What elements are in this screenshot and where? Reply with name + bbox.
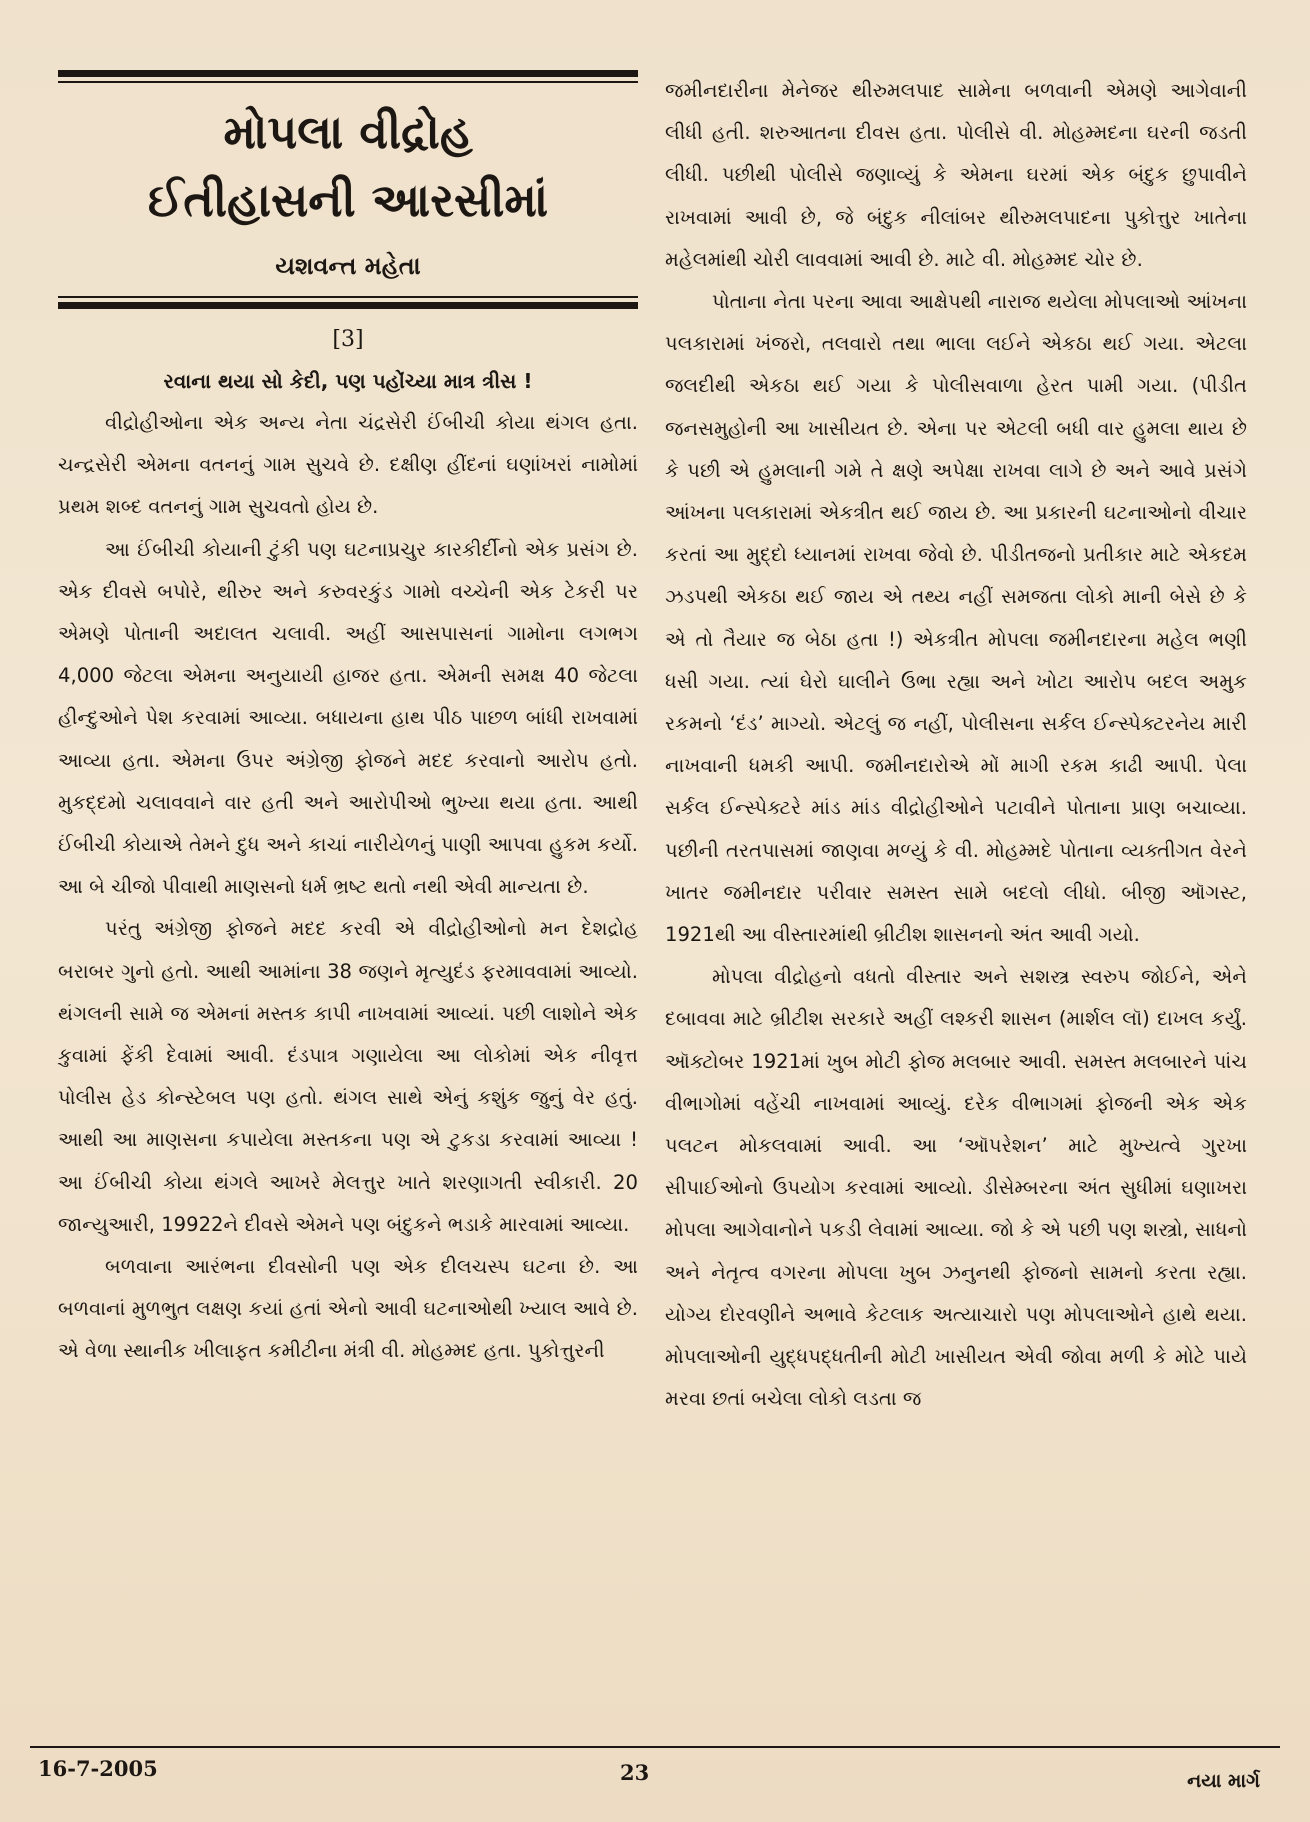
article-author: યશવન્ત મહેતા	[275, 252, 421, 280]
left-column-body	[58, 402, 638, 1373]
left-paragraph-2: આ ઈંબીચી કોયાની ટુંકી પણ ઘટનાપ્રચુર કારકીર્દીનો એક પ્રસંગ છે. એક દીવસે બપોરે, થીરુર અને કરુવરકુંડ ગામો વચ્ચેની એક ટેકરી પર એમણે પોતાની અદાલત ચલાવી. અહીં આસપાસનાં ગામોના લગભગ 4,000 જેટલા એમના અનુયાયી હાજર હતા. એમની સમક્ષ 40 જેટલા હીન્દુઓને પેશ કરવામાં આવ્યા. બધાયના હાથ પીઠ પાછળ બાંધી રાખવામાં આવ્યા હતા. એમના ઉપર અંગ્રેજી ફોજને મદદ કરવાનો આરોપ હતો. મુકદ્દમો ચલાવવાને વાર હતી અને આરોપીઓ ભુખ્યા થયા હતા. આથી ઈંબીચી કોયાએ તેમને દુધ અને કાચાં નારીયેળનું પાણી આપવા હુકમ કર્યો. આ બે ચીજો પીવાથી માણસનો ધર્મ ભ્રષ્ટ થતો નથી એવી માન્યતા છે.	[58, 537, 638, 899]
left-paragraph-4: બળવાના આરંભના દીવસોની પણ એક દીલચસ્પ ઘટના છે. આ બળવાનાં મુળભુત લક્ષણ કયાં હતાં એનો આવી ઘટનાઓથી ખ્યાલ આવે છે. એ વેળા સ્થાનીક ખીલાફત કમીટીના મંત્રી વી. મોહમ્મદ હતા. પુકોત્તુરની	[58, 1255, 638, 1363]
left-paragraph-3: પરંતુ અંગ્રેજી ફોજને મદદ કરવી એ વીદ્રોહીઓનો મન દેશદ્રોહ બરાબર ગુનો હતો. આથી આમાંના 38 જણને મૃત્યુદંડ ફરમાવવામાં આવ્યો. થંગલની સામે જ એમનાં મસ્તક કાપી નાખવામાં આવ્યાં. પછી લાશોને એક કુવામાં ફેંકી દેવામાં આવી. દંડપાત્ર ગણાયેલા આ લોકોમાં એક નીવૃત્ત પોલીસ હેડ કોન્સ્ટેબલ પણ હતો. થંગલ સાથે એનું કશુંક જુનું વેર હતું. આથી આ માણસના કપાયેલા મસ્તકના પણ એ ટુકડા કરવામાં આવ્યા ! આ ઈંબીચી કોયા થંગલે આખરે મેલત્તુર ખાતે શરણાગતી સ્વીકારી. 20 જાન્યુઆરી, 19922ને દીવસે એમને પણ બંદુકને ભડાકે મારવામાં આવ્યા.	[58, 917, 638, 1236]
article-title-line2: ઈતીહાસની આરસીમાં	[147, 173, 549, 227]
title-bottom-rule-thin	[58, 296, 638, 298]
title-bottom-rule	[58, 302, 638, 309]
right-paragraph-3: મોપલા વીદ્રોહનો વધતો વીસ્તાર અને સશસ્ત્ર સ્વરુપ જોઈને, એને દબાવવા માટે બ્રીટીશ સરકારે અહીં લશ્કરી શાસન (માર્શલ લૉ) દાખલ કર્યું. ઑક્ટોબર 1921માં ખુબ મોટી ફોજ મલબાર આવી. સમસ્ત મલબારને પાંચ વીભાગોમાં વહેંચી નાખવામાં આવ્યું. દરેક વીભાગમાં ફોજની એક એક પલટન મોકલવામાં આવી. આ ‘ઑપરેશન’ માટે મુખ્યત્વે ગુરખા સીપાઈઓનો ઉપયોગ કરવામાં આવ્યો. ડીસેમ્બરના અંત સુધીમાં ઘણાખરા મોપલા આગેવાનોને પકડી લેવામાં આવ્યા. જો કે એ પછી પણ શસ્ત્રો, સાધનો અને નેતૃત્વ વગરના મોપલા ખુબ ઝનુનથી ફોજનો સામનો કરતા રહ્યા. યોગ્ય દોરવણીને અભાવે કેટલાક અત્યાચારો પણ મોપલાઓને હાથે થયા. મોપલાઓની યુદ્ધપદ્ધતીની મોટી ખાસીયત એવી જોવા મળી કે મોટે પાયે મરવા છતાં બચેલા લોકો લડતા જ	[665, 965, 1247, 1411]
footer-date: 16-7-2005	[38, 1756, 158, 1781]
footer-magazine-name: નયા માર્ગ	[1187, 1770, 1260, 1792]
article-title	[58, 98, 638, 234]
section-subheading: રવાના થયા સો કેદી, પણ પહોંચ્યા માત્ર ત્રીસ !	[163, 369, 533, 393]
article-title-line1: મોપલા વીદ્રોહ	[223, 105, 473, 159]
footer-page-number: 23	[620, 1760, 650, 1785]
title-top-rule-thin	[58, 81, 638, 83]
right-paragraph-2: પોતાના નેતા પરના આવા આક્ષેપથી નારાજ થયેલા મોપલાઓ આંખના પલકારામાં ખંજરો, તલવારો તથા ભાલા લઈને એકઠા થઈ ગયા. એટલા જલદીથી એકઠા થઈ ગયા કે પોલીસવાળા હેરત પામી ગયા. (પીડીત જનસમુહોની આ ખાસીયત છે. એના પર એટલી બધી વાર હુમલા થાય છે કે પછી એ હુમલાની ગમે તે ક્ષણે અપેક્ષા રાખવા લાગે છે અને આવે પ્રસંગે આંખના પલકારામાં એકત્રીત થઈ જાય છે. આ પ્રકારની ઘટનાઓનો વીચાર કરતાં આ મુદ્દો ધ્યાનમાં રાખવા જેવો છે. પીડીતજનો પ્રતીકાર માટે એકદમ ઝડપથી એકઠા થઈ જાય એ તથ્ય નહીં સમજતા લોકો માની બેસે છે કે એ તો તૈયાર જ બેઠા હતા !) એકત્રીત મોપલા જમીનદારના મહેલ ભણી ધસી ગયા. ત્યાં ઘેરો ઘાલીને ઉભા રહ્યા અને ખોટા આરોપ બદલ અમુક રકમનો ‘દંડ’ માગ્યો. એટલું જ નહીં, પોલીસના સર્કલ ઈન્સ્પેક્ટરનેય મારી નાખવાની ધમકી આપી. જમીનદારોએ મોં માગી રકમ કાઢી આપી. પેલા સર્કલ ઈન્સ્પેક્ટરે માંડ માંડ વીદ્રોહીઓને પટાવીને પોતાના પ્રાણ બચાવ્યા. પછીની તરતપાસમાં જાણવા મળ્યું કે વી. મોહમ્મદે પોતાના વ્યક્તીગત વેરને ખાતર જમીનદાર પરીવાર સમસ્ત સામે બદલો લીધો. બીજી ઑગસ્ટ, 1921થી આ વીસ્તારમાંથી બ્રીટીશ શાસનનો અંત આવી ગયો.	[665, 290, 1247, 947]
right-column-body	[665, 70, 1247, 1421]
footer-rule	[30, 1746, 1280, 1748]
right-paragraph-1: જમીનદારીના મેનેજર થીરુમલપાદ સામેના બળવાની એમણે આગેવાની લીધી હતી. શરુઆતના દીવસ હતા. પોલીસે વી. મોહમ્મદના ઘરની જડતી લીધી. પછીથી પોલીસે જણાવ્યું કે એમના ઘરમાં એક બંદુક છુપાવીને રાખવામાં આવી છે, જે બંદુક નીલાંબર થીરુમલપાદના પુકોત્તુર ખાતેના મહેલમાંથી ચોરી લાવવામાં આવી છે. માટે વી. મોહમ્મદ ચોર છે.	[665, 79, 1247, 271]
title-top-rule	[58, 70, 638, 77]
section-number: [3]	[332, 327, 364, 352]
left-paragraph-1: વીદ્રોહીઓના એક અન્ય નેતા ચંદ્રસેરી ઈંબીચી કોયા થંગલ હતા. ચન્દ્રસેરી એમના વતનનું ગામ સુચવે છે. દક્ષીણ હીંદનાં ઘણાંખરાં નામોમાં પ્રથમ શબ્દ વતનનું ગામ સુચવતો હોય છે.	[58, 411, 638, 519]
